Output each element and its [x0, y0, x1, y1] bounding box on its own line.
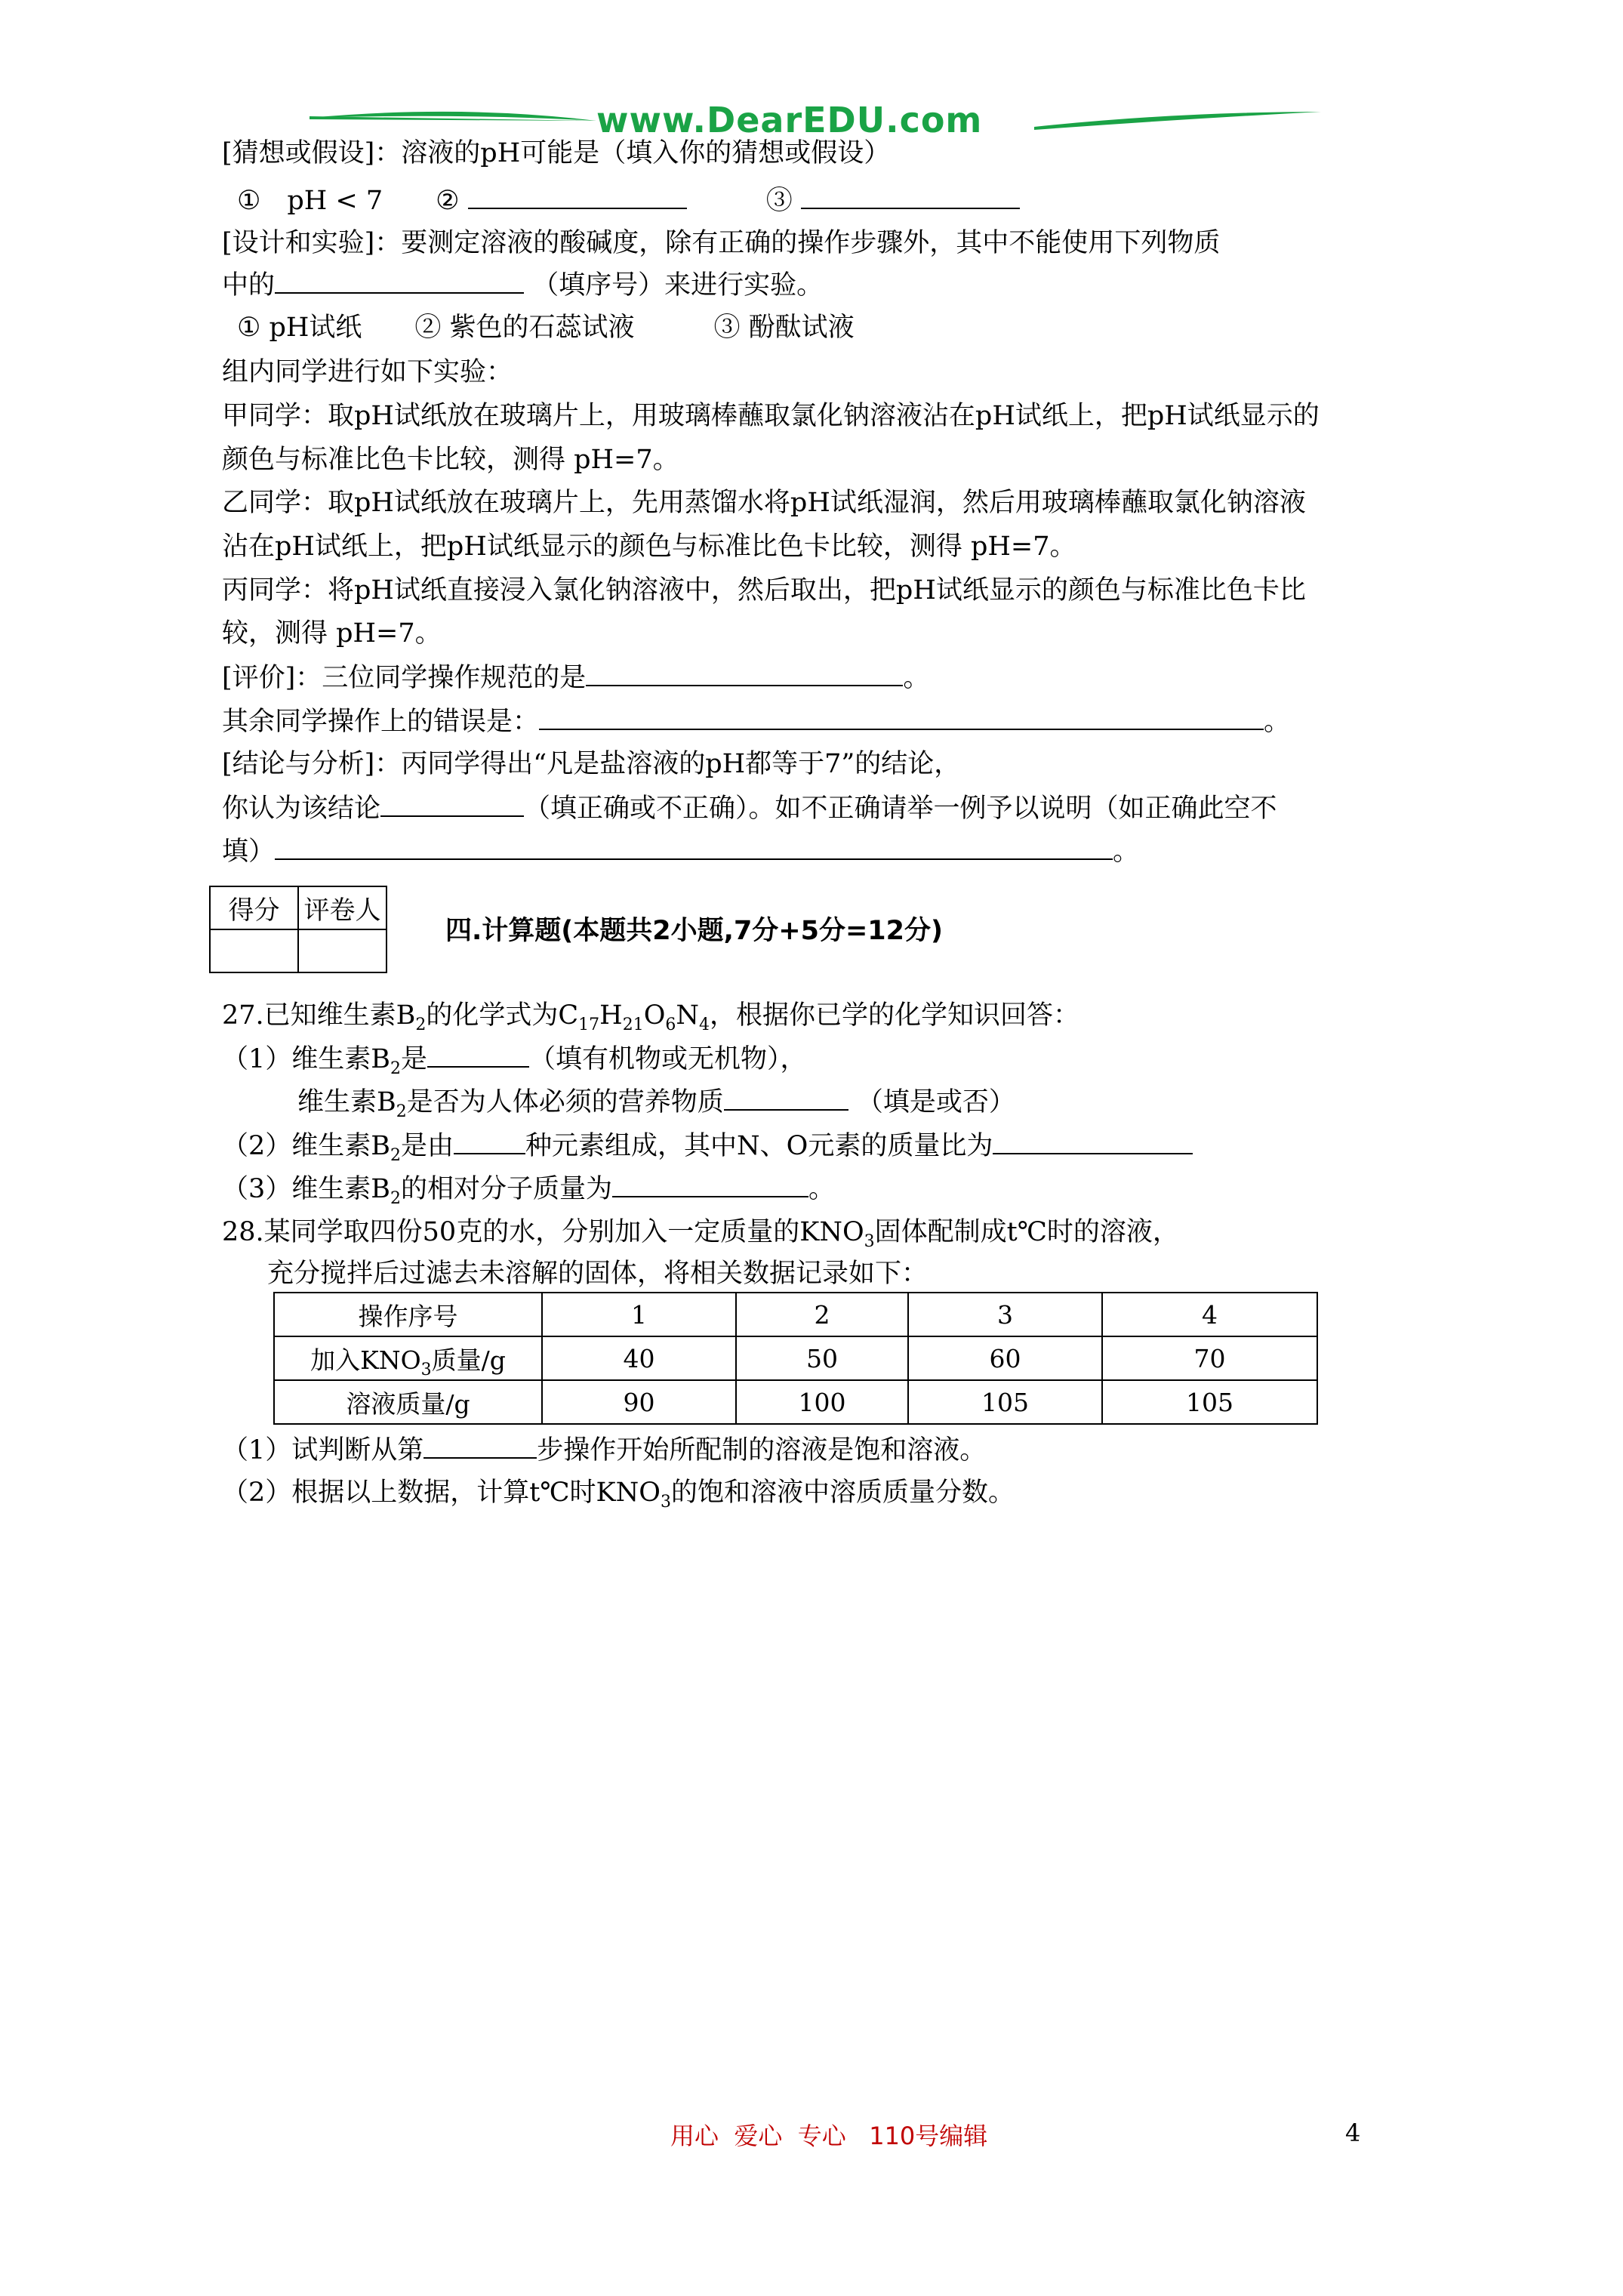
blank-example — [275, 836, 1113, 860]
blank-q28-1 — [423, 1435, 537, 1459]
q27-part3: （3）维生素$B_2$的相对分子质量为 。 — [222, 1174, 836, 1208]
table-cell: 50 — [736, 1336, 908, 1380]
q28-intro: 28.某同学取四份50克的水，分别加入一定质量的$KNO_3$固体配制成t℃时的溶液， — [222, 1217, 1179, 1251]
table-cell: 60 — [908, 1336, 1102, 1380]
errors-line: 其余同学操作上的错误是： 。 — [222, 707, 1291, 737]
design-line-2: 中的 （填序号）来进行实验。 — [222, 270, 824, 300]
table-row — [274, 1336, 1317, 1380]
table-cell: 90 — [542, 1380, 736, 1424]
grader-cell — [298, 929, 387, 972]
table-cell: 2 — [736, 1293, 908, 1336]
blank-evaluation — [586, 662, 903, 686]
q27-part1: （1）维生素$B_2$是 （填有机物或无机物）， — [222, 1044, 807, 1078]
blank-conclusion — [380, 793, 524, 817]
table-cell: 操作序号 — [274, 1293, 542, 1336]
table-cell: 105 — [908, 1380, 1102, 1424]
blank-errors — [539, 706, 1264, 730]
conclusion-line-2: 你认为该结论 （填正确或不正确）。如不正确请举一例予以说明（如正确此空不 — [222, 794, 1277, 824]
student-a-line-2: 颜色与标准比色卡比较，测得 pH=7。 — [222, 445, 679, 475]
evaluation-line: [评价]：三位同学操作规范的是 。 — [222, 663, 930, 693]
student-c-line-2: 较，测得 pH=7。 — [222, 618, 442, 649]
q28-intro-2: 充分搅拌后过滤去未溶解的固体，将相关数据记录如下： — [267, 1259, 929, 1289]
table-cell: 溶液质量/g — [274, 1380, 542, 1424]
section-title: 四.计算题(本题共2小题,7分+5分=12分) — [445, 916, 944, 946]
student-c-line: 丙同学：将pH试纸直接浸入氯化钠溶液中，然后取出，把pH试纸显示的颜色与标准比色卡比 — [222, 575, 1306, 606]
footer-text: 用心 爱心 专心 110号编辑 — [670, 2122, 988, 2150]
conclusion-line-3: 填） 。 — [222, 837, 1140, 867]
table-cell: 105 — [1102, 1380, 1317, 1424]
student-b-line: 乙同学：取pH试纸放在玻璃片上，先用蒸馏水将pH试纸湿润，然后用玻璃棒蘸取氯化钠溶液 — [222, 488, 1306, 518]
score-cell — [210, 929, 298, 972]
score-table — [209, 886, 387, 973]
table-cell: 4 — [1102, 1293, 1317, 1336]
table-cell: 加入$KNO_3$质量/g — [274, 1336, 542, 1380]
student-a-line: 甲同学：取pH试纸放在玻璃片上，用玻璃棒蘸取氯化钠溶液沾在pH试纸上，把pH试纸显示的 — [222, 401, 1320, 431]
group-line: 组内同学进行如下实验： — [222, 357, 513, 387]
design-line: [设计和实验]：要测定溶液的酸碱度，除有正确的操作步骤外，其中不能使用下列物质 — [222, 228, 1221, 258]
conclusion-line: [结论与分析]：丙同学得出“凡是盐溶液的pH都等于7”的结论， — [222, 749, 961, 779]
blank-q27-2b — [993, 1130, 1193, 1154]
blank-design — [275, 270, 524, 294]
kno3-data-table — [273, 1292, 1318, 1425]
table-cell: 40 — [542, 1336, 736, 1380]
q27-intro: 27.已知维生素$B_2$的化学式为$C_{17}H_{21}O_6N_4$，根据你已学的化学知识回答： — [222, 1000, 1080, 1034]
q28-part1: （1）试判断从第 步操作开始所配制的溶液是饱和溶液。 — [222, 1435, 987, 1465]
blank-2 — [468, 185, 687, 209]
table-row — [274, 1380, 1317, 1424]
logo-text: www.DearEDU.com — [596, 100, 983, 140]
table-row — [274, 1293, 1317, 1336]
design-options: ① pH试纸 ② 紫色的石蕊试液 ③ 酚酞试液 — [237, 313, 855, 343]
q27-part2: （2）维生素$B_2$是由 种元素组成，其中N、O元素的质量比为 — [222, 1130, 1193, 1161]
table-cell: 3 — [908, 1293, 1102, 1336]
blank-q27-1b — [724, 1086, 848, 1111]
student-b-line-2: 沾在pH试纸上，把pH试纸显示的颜色与标准比色卡比较，测得 pH=7。 — [222, 532, 1076, 562]
q28-part2: （2）根据以上数据，计算t℃时$KNO_3$的饱和溶液中溶质质量分数。 — [222, 1478, 1015, 1512]
q27-part1b: 维生素$B_2$是否为人体必须的营养物质 （填是或否） — [297, 1087, 1015, 1121]
blank-q27-1 — [427, 1043, 529, 1068]
page-number: 4 — [1345, 2119, 1361, 2147]
table-cell: 70 — [1102, 1336, 1317, 1380]
blank-3 — [801, 185, 1020, 209]
table-cell: 1 — [542, 1293, 736, 1336]
table-cell: 100 — [736, 1380, 908, 1424]
score-label: 得分 — [210, 886, 298, 929]
blank-q27-2a — [454, 1130, 525, 1154]
hypothesis-line: [猜想或假设]：溶液的pH可能是（填入你的猜想或假设） — [222, 138, 891, 168]
hypothesis-options: ① pH < 7 ② ③ — [237, 185, 1020, 216]
grader-label: 评卷人 — [298, 886, 387, 929]
blank-q27-3 — [612, 1173, 808, 1197]
